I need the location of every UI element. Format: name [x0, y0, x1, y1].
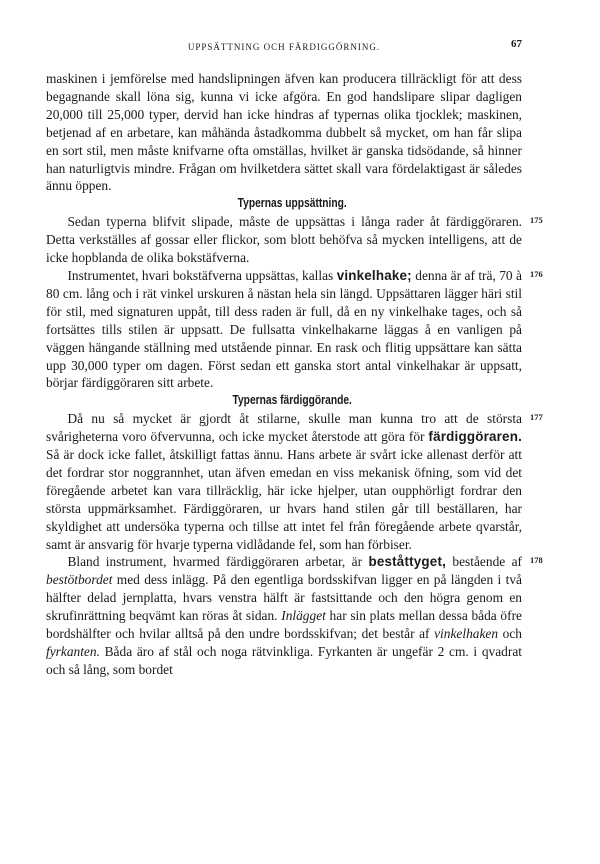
- body-text: [46, 70, 543, 679]
- term-fardiggoraren: färdiggöraren.: [428, 429, 522, 445]
- paragraph-178-lead: Bland instrument, hvarmed färdiggöraren arbetar, är: [67, 554, 369, 570]
- term-bestottyget: beståttyget,: [368, 554, 447, 570]
- italic-bestotbordet: bestötbordet: [46, 572, 113, 588]
- paragraph-177: [46, 410, 543, 553]
- paragraph-178: [46, 553, 543, 678]
- paragraph-176-rest: denna är af trä, 70 à 80 cm. lång och i rät vinkel urskuren å nästan hela sin längd. Uppsättaren lägger häri stil för stil, med signaturen uppåt, till dess raden är full, då en ny vinkelhake tages, och så fortsättes tills stilen är uppsatt. De fullsatta vinkelhakarne läggas å en vanligen på väggen hängande ställning med utstående pinnar. En rask och flitig uppsättare kan sätta upp 30,000 typer om dagen. Först sedan ett ganska stort antal vinkelhakar är uppsatt, börjar färdiggöraren sitt arbete.: [46, 267, 522, 391]
- running-header: UPPSÄTTNING OCH FÄRDIGGÖRNING.: [187, 42, 381, 52]
- paragraph-176-lead: Instrumentet, hvari bokstäfverna uppsättas, kallas: [67, 267, 337, 283]
- italic-inlagget: Inlägget: [281, 608, 326, 624]
- paragraph-176: [46, 267, 543, 392]
- margin-number-176: 176: [530, 268, 543, 279]
- section-heading-uppsattning: Typernas uppsättning.: [237, 196, 347, 211]
- italic-vinkelhaken: vinkelhaken: [434, 626, 499, 642]
- paragraph-178-mid4: och: [498, 626, 522, 642]
- paragraph-continuation: maskinen i jemförelse med handslipningen äfven kan producera tillräckligt för att dess begagnande skall löna sig, kunna vi icke afgöra. En god handslipare slipar dagligen 20,000 till 25,000 typer, dervid han icke hindras af typernas olika tjocklek; maskinen, betjenad af en arbetare, kan måhända åstadkomma dubbelt så mycket, om han får slipa en sort stil, men måste knifvarne ofta omställas, hvilket är ganska tidsödande, så hinner han naturligtvis mindre. Frågan om hvilketdera sättet skall vara fördelaktigast är således ännu öppen.: [46, 71, 522, 194]
- paragraph-177-rest: Så är dock icke fallet, åtskilligt fattas ännu. Hans arbete är svårt icke allenast derför att det fordrar stor noggrannhet, utan äfven emedan en viss mekanisk öfning, som vid det föregående arbetet kan vara tillräcklig, här icke hjelper, utan oupphörligt fordrar den största uppmärksamhet. Färdiggöraren, ur hvars hand stilen går till beställaren, har skyldighet att undersöka typerna och tillse att intet fel från föregående arbete qvarstår, samt är ansvarig för hvarje typerna vidlådande fel, som han förbiser.: [46, 447, 522, 552]
- italic-fyrkanten: fyrkanten.: [46, 644, 100, 659]
- paragraph-177-lead: Då nu så mycket är gjordt åt stilarne, skulle man kunna tro att de största svårigheterna voro öfvervunna, och icke mycket återstode att göra för: [46, 411, 522, 445]
- paragraph-178-mid2: med dess inlägg. På den egentliga bordsskifvan ligger en på längden i två hälfter delad jernplatta, hvars venstra hälft är fastsittande och den högra genom en skrufinrättning beqvämt kan röras åt sidan.: [46, 572, 522, 624]
- paragraph-178-rest: Båda äro af stål och noga rätvinkliga. Fyrkanten är ungefär 2 cm. i qvadrat och så lång, som bordet: [46, 644, 522, 677]
- paragraph-178-mid3: har sin plats mellan dessa båda öfre bordshälfter och hvilar alltså på den undre bordsskifvan; det består af: [46, 608, 522, 642]
- margin-number-178: 178: [530, 555, 543, 566]
- margin-number-177: 177: [530, 412, 543, 423]
- paragraph-175: [46, 213, 543, 267]
- term-vinkelhake: vinkelhake;: [336, 267, 412, 283]
- section-heading-fardiggorande: Typernas färdiggörande.: [232, 393, 352, 408]
- paragraph-178-mid1: bestående af: [446, 554, 522, 570]
- margin-number-175: 175: [530, 215, 543, 226]
- page-number: 67: [511, 38, 522, 50]
- paragraph-175-text: Sedan typerna blifvit slipade, måste de uppsättas i långa rader åt färdiggöraren. Detta verkställes af gossar eller flickor, som blott behöfva så mycken intelligens, att de icke hopblanda de olika bokstäfverna.: [46, 214, 522, 266]
